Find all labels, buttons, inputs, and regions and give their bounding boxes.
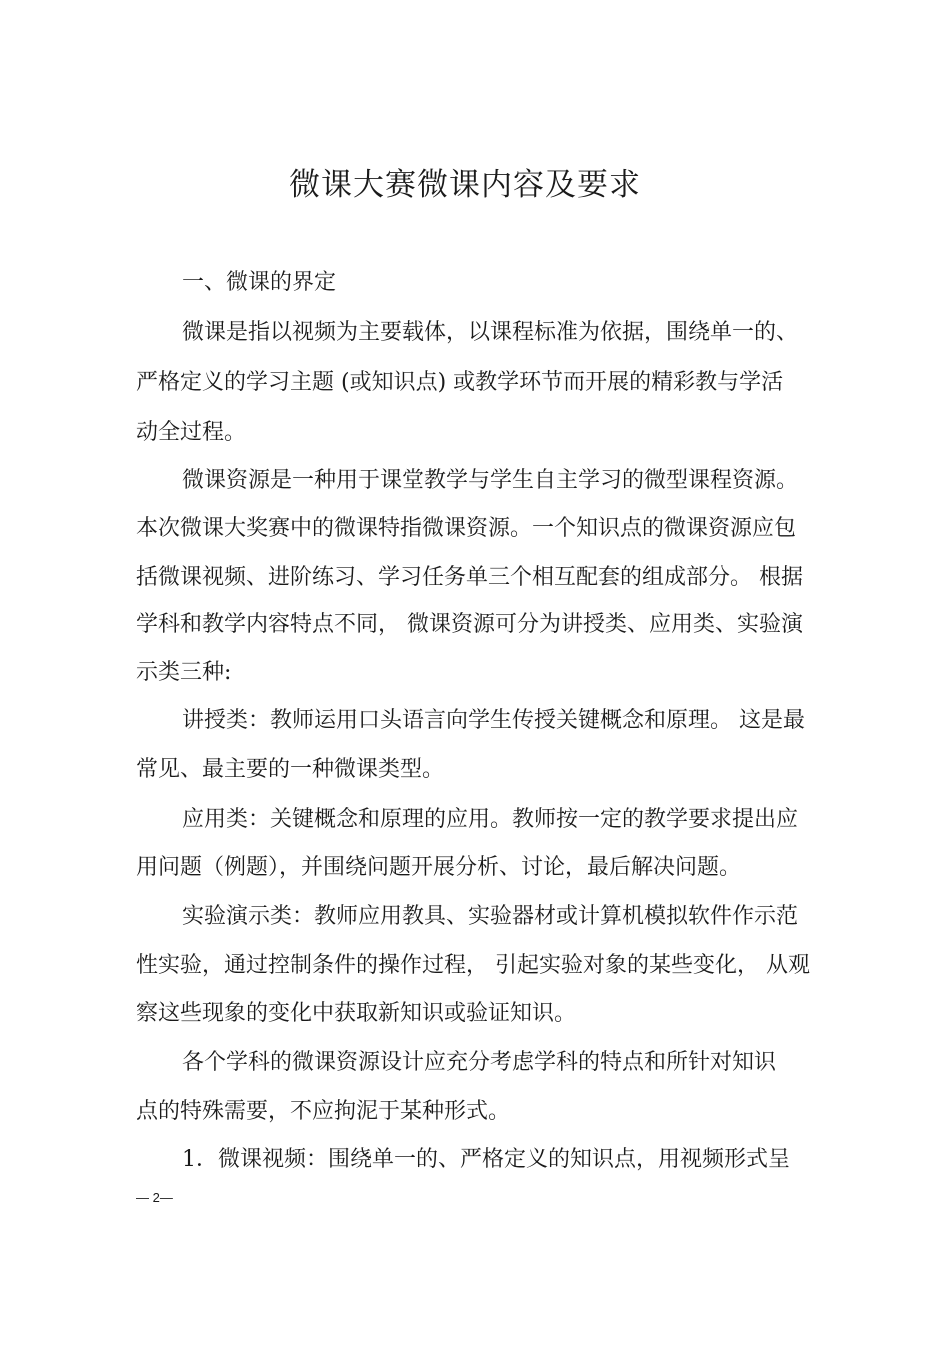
- list-item: 1．微课视频：围绕单一的、严格定义的知识点，用视频形式呈: [182, 1147, 790, 1172]
- paragraph-line: 严格定义的学习主题 (或知识点) 或教学环节而开展的精彩教与学活: [136, 370, 784, 395]
- paragraph-line: 本次微课大奖赛中的微课特指微课资源。一个知识点的微课资源应包: [136, 516, 797, 541]
- paragraph-line: 实验演示类：教师应用教具、实验器材或计算机模拟软件作示范: [182, 904, 799, 929]
- paragraph-line: 性实验，通过控制条件的操作过程， 引起实验对象的某些变化， 从观: [136, 953, 810, 978]
- paragraph-line: 讲授类：教师运用口头语言向学生传授关键概念和原理。 这是最: [182, 708, 805, 733]
- paragraph-line: 用问题（例题），并围绕问题开展分析、讨论，最后解决问题。: [136, 855, 742, 880]
- paragraph-line: 学科和教学内容特点不同， 微课资源可分为讲授类、应用类、实验演: [136, 612, 803, 637]
- paragraph-line: 点的特殊需要，不应拘泥于某种形式。: [136, 1099, 511, 1124]
- paragraph-line: 各个学科的微课资源设计应充分考虑学科的特点和所针对知识: [182, 1050, 777, 1075]
- paragraph-line: 括微课视频、进阶练习、学习任务单三个相互配套的组成部分。 根据: [136, 565, 803, 590]
- paragraph-line: 应用类：关键概念和原理的应用。教师按一定的教学要求提出应: [182, 807, 799, 832]
- paragraph-line: 察这些现象的变化中获取新知识或验证知识。: [136, 1001, 577, 1026]
- page-number: — 2—: [136, 1190, 173, 1205]
- paragraph-line: 微课是指以视频为主要载体，以课程标准为依据，围绕单一的、: [182, 320, 799, 345]
- paragraph-line: 常见、最主要的一种微课类型。: [136, 757, 445, 782]
- section-heading: 一、微课的界定: [182, 270, 337, 295]
- paragraph-line: 示类三种:: [136, 660, 232, 685]
- paragraph-line: 动全过程。: [136, 420, 247, 445]
- document-title: 微课大赛微课内容及要求: [289, 167, 641, 203]
- paragraph-line: 微课资源是一种用于课堂教学与学生自主学习的微型课程资源。: [182, 468, 799, 493]
